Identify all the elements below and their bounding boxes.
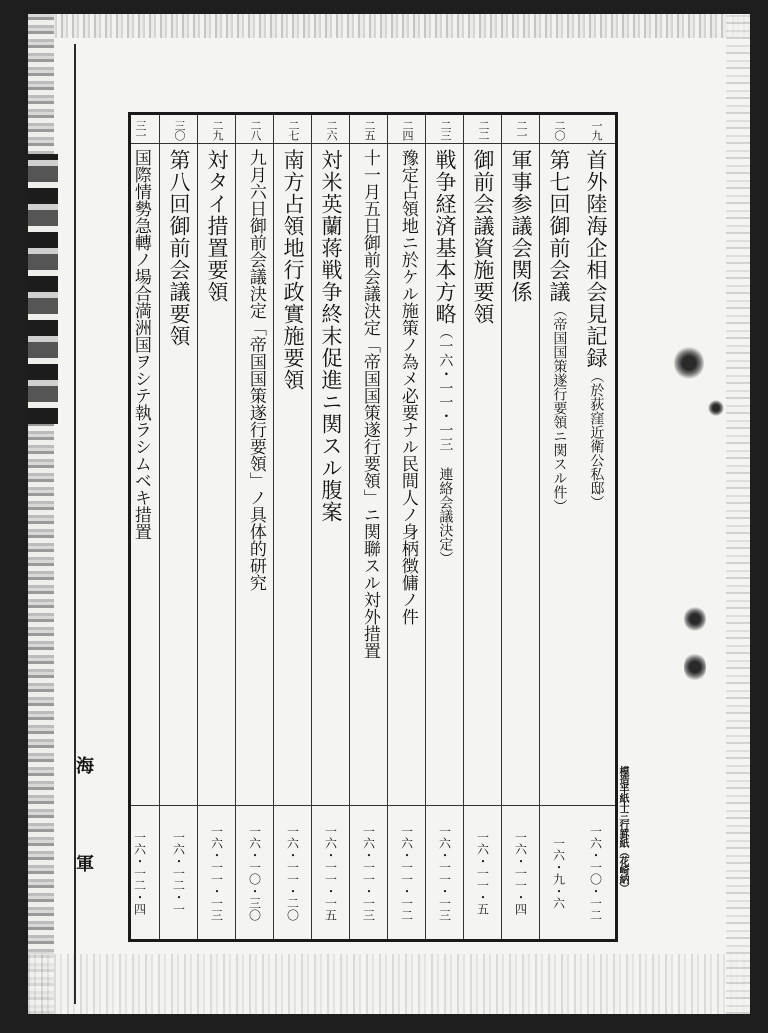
entry-title: 九月六日御前会議決定「帝国国策遂行要領」ノ具体的研究 bbox=[245, 149, 266, 591]
entry-title: 首外陸海企相会見記録 （於荻窪近衛公私邸） bbox=[584, 149, 609, 509]
table-row bbox=[425, 115, 463, 939]
table-row bbox=[235, 115, 273, 939]
entry-note: （於荻窪近衛公私邸） bbox=[588, 369, 605, 509]
ink-blot bbox=[708, 400, 724, 416]
table-row bbox=[197, 115, 235, 939]
table-row bbox=[349, 115, 387, 939]
entry-number: 二〇 bbox=[553, 120, 566, 140]
entry-number: 二八 bbox=[249, 120, 262, 140]
entry-date: 一六・一一・五 bbox=[475, 831, 490, 915]
paper-maker-label: 模造半紙十三行罫紙（花崎納） bbox=[617, 766, 628, 892]
entry-number: 二九 bbox=[211, 120, 224, 140]
entry-date: 一六・一二・四 bbox=[132, 831, 147, 915]
ink-blot bbox=[684, 606, 706, 632]
entry-title: 対米英蘭蒋戦争終末促進ニ関スル腹案 bbox=[319, 149, 344, 523]
scan-edge-bottom bbox=[28, 954, 750, 1014]
entry-date: 一六・九・六 bbox=[551, 837, 566, 909]
table-row bbox=[121, 115, 159, 939]
entry-date: 一六・一二・一 bbox=[171, 831, 186, 915]
binding-strip bbox=[28, 154, 58, 424]
entry-title: 第八回御前会議要領 bbox=[167, 149, 192, 347]
entry-number: 一九 bbox=[590, 120, 603, 140]
entry-number: 二七 bbox=[287, 120, 300, 140]
entry-date: 一六・一一・一三 bbox=[209, 825, 224, 921]
entry-number: 二五 bbox=[363, 120, 376, 140]
entry-title: 十一月五日御前会議決定「帝国国策遂行要領」ニ関聯スル対外措置 bbox=[359, 149, 380, 659]
entry-title: 御前会議資施要領 bbox=[471, 149, 496, 325]
entry-note: （一六・一一・一三 連絡会議決定） bbox=[437, 325, 454, 565]
entry-number: 二一 bbox=[515, 120, 528, 140]
entry-date: 一六・一一・一三 bbox=[437, 825, 452, 921]
entry-date: 一六・一一・一三 bbox=[361, 825, 376, 921]
entry-date: 一六・一一・一五 bbox=[323, 825, 338, 921]
entry-number: 二三 bbox=[439, 120, 452, 140]
entry-date: 一六・一一・一二 bbox=[399, 825, 414, 921]
index-table bbox=[128, 112, 618, 942]
ink-blot bbox=[684, 652, 706, 682]
entry-number: 三〇 bbox=[173, 120, 186, 140]
margin-label-top: 海 bbox=[76, 756, 94, 777]
scan-edge-right bbox=[726, 14, 750, 1014]
table-row bbox=[273, 115, 311, 939]
entry-number: 三一 bbox=[134, 120, 147, 140]
entry-date: 一六・一一・二〇 bbox=[285, 825, 300, 921]
document-page bbox=[28, 14, 750, 1014]
entry-title: 軍事参議会関係 bbox=[509, 149, 534, 303]
entry-title: 豫定占領地ニ於ケル施策ノ為メ必要ナル民間人ノ身柄徴傭ノ件 bbox=[397, 149, 418, 625]
entry-title: 対タイ措置要領 bbox=[205, 149, 230, 303]
table-row bbox=[311, 115, 349, 939]
entry-title: 南方占領地行政實施要領 bbox=[281, 149, 306, 391]
table-row bbox=[539, 115, 577, 939]
entry-date: 一六・一〇・三〇 bbox=[247, 825, 262, 921]
entry-note: （帝国国策遂行要領ニ関スル件） bbox=[551, 303, 568, 513]
entry-title: 戦争経済基本方略 （一六・一一・一三 連絡会議決定） bbox=[433, 149, 458, 565]
table-row bbox=[463, 115, 501, 939]
entry-title: 第七回御前会議 （帝国国策遂行要領ニ関スル件） bbox=[547, 149, 572, 513]
entry-date: 一六・一一・四 bbox=[513, 831, 528, 915]
entry-number: 二四 bbox=[401, 120, 414, 140]
table-row bbox=[159, 115, 197, 939]
entry-date: 一六・一〇・一二 bbox=[588, 825, 603, 921]
ink-blot bbox=[674, 346, 704, 380]
entry-number: 二六 bbox=[325, 120, 338, 140]
entry-number: 二二 bbox=[477, 120, 490, 140]
scan-edge-top bbox=[28, 14, 750, 38]
table-row bbox=[501, 115, 539, 939]
table-row bbox=[387, 115, 425, 939]
entry-title: 国際情勢急轉ノ場合満洲国ヲシテ執ラシムベキ措置 bbox=[130, 149, 151, 540]
margin-label-bottom: 軍 bbox=[76, 854, 94, 875]
